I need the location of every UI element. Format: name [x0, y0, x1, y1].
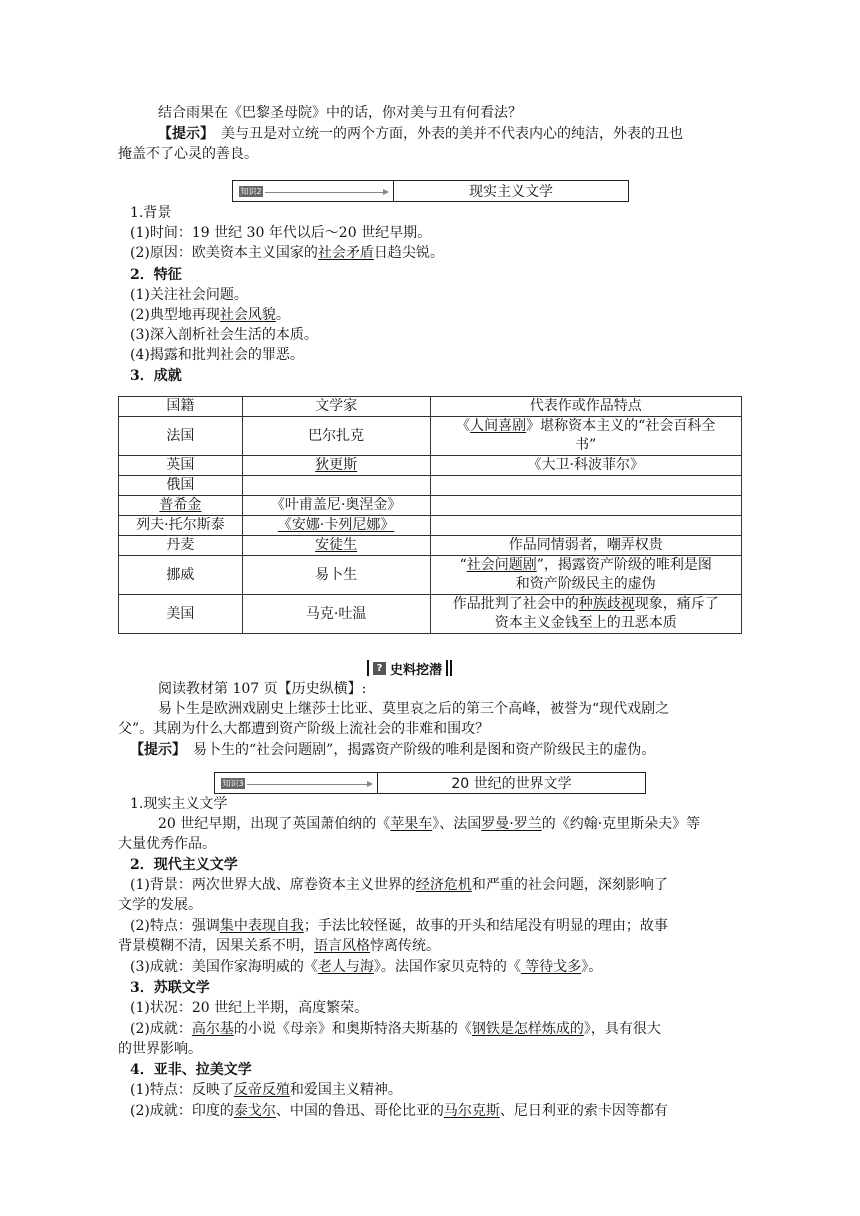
text-part: 作品批判了社会中的: [452, 596, 579, 612]
text-feature-2: [130, 305, 740, 325]
table-cell: [242, 456, 430, 476]
underlined-term: 集中表现自我: [219, 918, 304, 934]
text-part: 资本主义金钱至上的丑恶本质: [494, 615, 677, 631]
text-part: 。: [275, 307, 290, 323]
text-reason: [130, 243, 740, 263]
table-cell: [242, 476, 430, 496]
table-row: [119, 516, 742, 536]
table-cell: 易卜生: [242, 556, 430, 595]
table-cell: 法国: [119, 417, 243, 456]
underlined-term: 语言风格: [314, 938, 370, 954]
text-part: 和资产阶级民主的虚伪: [515, 576, 656, 592]
table-cell: [430, 476, 742, 496]
table-row: [119, 556, 742, 595]
text-modernism-features-cont: [118, 936, 740, 956]
table-cell: [242, 516, 430, 536]
underlined-term: 狄更斯: [315, 457, 358, 473]
reading-text-cont: 父”。其剧为什么大都遭到资产阶级上流社会的非难和围攻？: [118, 721, 490, 737]
table-row: [119, 476, 742, 496]
text-modernism-bg-cont: 文学的发展。: [118, 897, 202, 913]
underlined-term: 经济危机: [415, 877, 472, 893]
table-row: [119, 456, 742, 476]
text-part: 日趋尖锐。: [373, 245, 444, 261]
text-part: 和爱国主义精神。: [289, 1082, 402, 1098]
table-header: 文学家: [242, 397, 430, 417]
underlined-term: 种族歧视: [578, 596, 635, 612]
table-row: [119, 595, 742, 634]
knowledge-tag: 知识2: [240, 187, 262, 196]
section-2-header: [232, 180, 629, 202]
text-part: (2)原因：欧美资本主义国家的: [130, 245, 318, 261]
bar-icon: [446, 660, 448, 676]
text-part: (2)典型地再现: [130, 307, 220, 323]
table-cell: 列夫·托尔斯泰: [119, 516, 243, 536]
underlined-term: 泰戈尔: [233, 1103, 276, 1119]
table-cell: [430, 417, 742, 456]
bar-icon: [450, 660, 452, 676]
text-realism-cont: 大量优秀作品。: [118, 836, 216, 852]
underlined-term: 社会风貌: [219, 307, 276, 323]
bar-icon: [367, 660, 369, 676]
history-mining-banner: [366, 658, 453, 678]
heading-modernism: 2．现代主义文学: [130, 857, 238, 873]
text-part: (3)成就：美国作家海明威的《: [130, 959, 318, 975]
tip-label: 【提示】: [158, 126, 207, 142]
text-part: 的小说《母亲》和奥斯特洛夫斯基的《: [233, 1021, 472, 1037]
table-row: [119, 417, 742, 456]
text-part: 、尼日利亚的索卡因等都有: [499, 1103, 668, 1119]
table-row: [119, 536, 742, 556]
text-soviet-works: [130, 1019, 740, 1039]
underlined-term: 反帝反殖: [233, 1082, 290, 1098]
text-part: ”，揭露资产阶级的唯利是图: [536, 557, 712, 573]
intro-tip-cont: 掩盖不了心灵的善良。: [118, 146, 258, 162]
intro-question: 结合雨果在《巴黎圣母院》中的话，你对美与丑有何看法？: [158, 105, 522, 121]
table-row: [119, 496, 742, 516]
table-cell: 丹麦: [119, 536, 243, 556]
reading-prompt: 阅读教材第 107 页【历史纵横】:: [158, 681, 367, 697]
text-feature-3: (3)深入剖析社会生活的本质。: [130, 327, 318, 343]
arrow-icon: [265, 192, 387, 193]
underlined-term: 安徒生: [315, 537, 358, 553]
intro-tip: [158, 124, 740, 144]
table-cell: 作品同情弱者，嘲弄权贵: [430, 536, 742, 556]
text-feature-1: (1)关注社会问题。: [130, 287, 248, 303]
text-modernism-bg: [130, 875, 740, 895]
text-realism: [158, 814, 740, 834]
text-part: 》堪称资本主义的“社会百科全: [526, 418, 716, 434]
text-part: (2)成就：印度的: [130, 1103, 234, 1119]
heading-realism: 1.现实主义文学: [130, 796, 228, 812]
table-cell: 《大卫·科波菲尔》: [430, 456, 742, 476]
text-part: 现象，痛斥了: [634, 596, 719, 612]
underlined-term: 苹果车: [390, 816, 433, 832]
text-part: 和严重的社会问题，深刻影响了: [471, 877, 668, 893]
text-modernism-features: [130, 916, 740, 936]
text-part: (1)特点：反映了: [130, 1082, 234, 1098]
table-cell: [430, 595, 742, 634]
table-cell: 挪威: [119, 556, 243, 595]
underlined-term: 等待戈多: [520, 959, 582, 975]
table-cell: 英国: [119, 456, 243, 476]
text-part: 《: [456, 418, 471, 434]
table-cell: 美国: [119, 595, 243, 634]
section-3-header: [214, 772, 646, 794]
table-header: 代表作或作品特点: [430, 397, 742, 417]
text-time: (1)时间：19 世纪 30 年代以后～20 世纪早期。: [130, 225, 432, 241]
underlined-term: 高尔基: [191, 1021, 234, 1037]
text-part: 》，具有很大: [583, 1021, 661, 1037]
underlined-term: 老人与海: [317, 959, 374, 975]
heading-background: 1.背景: [130, 205, 172, 221]
table-cell: [430, 516, 742, 536]
underlined-term: 社会问题剧: [466, 557, 537, 573]
heading-features: 2．特征: [130, 267, 182, 283]
text-part: 、中国的鲁迅、哥伦比亚的: [275, 1103, 444, 1119]
heading-asia-africa-latam: 4．亚非、拉美文学: [130, 1062, 252, 1078]
underlined-term: 罗曼·罗兰: [481, 816, 542, 832]
text-part: 的《约翰·克里斯朵夫》等: [541, 816, 701, 832]
text-part: 》。: [581, 959, 603, 975]
text-part: 书”: [575, 437, 597, 453]
tip-label: 【提示】: [130, 742, 179, 758]
underlined-term: 社会矛盾: [317, 245, 374, 261]
text-part: 悖离传统。: [370, 938, 440, 954]
text-feature-4: (4)揭露和批判社会的罪恶。: [130, 347, 304, 363]
question-icon: ?: [373, 662, 386, 675]
underlined-term: 钢铁是怎样炼成的: [471, 1021, 584, 1037]
table-cell: [430, 556, 742, 595]
text-part: 20 世纪早期，出现了英国萧伯纳的《: [158, 816, 391, 832]
underlined-term: 马尔克斯: [443, 1103, 500, 1119]
section-2-title: 现实主义文学: [469, 184, 553, 200]
table-cell: [119, 496, 243, 516]
table-cell: 《叶甫盖尼·奥涅金》: [242, 496, 430, 516]
tip-text: 易卜生的“社会问题剧”，揭露资产阶级的唯利是图和资产阶级民主的虚伪。: [193, 742, 656, 758]
table-cell: [242, 536, 430, 556]
section-3-title: 20 世纪的世界文学: [451, 776, 572, 792]
table-cell: 俄国: [119, 476, 243, 496]
reading-tip: [130, 740, 740, 760]
table-header: 国籍: [119, 397, 243, 417]
knowledge-tag: 知识3: [222, 779, 244, 788]
underlined-term: 人间喜剧: [470, 418, 527, 434]
text-part: (2)特点：强调: [130, 918, 220, 934]
underlined-term: 普希金: [159, 497, 202, 513]
text-part: 》。法国作家贝克特的《: [373, 959, 521, 975]
text-modernism-works: [130, 957, 740, 977]
achievements-table: [118, 396, 742, 634]
text-aal-works: [130, 1101, 740, 1121]
text-part: 背景模糊不清，因果关系不明，: [118, 938, 314, 954]
table-cell: [430, 496, 742, 516]
reading-text: 易卜生是欧洲戏剧史上继莎士比亚、莫里哀之后的第三个高峰，被誉为“现代戏剧之: [158, 701, 670, 717]
text-aal-features: [130, 1080, 740, 1100]
heading-achievements: 3．成就: [130, 368, 182, 384]
text-part: (2)成就：: [130, 1021, 192, 1037]
table-header-row: [119, 397, 742, 417]
tip-text: 美与丑是对立统一的两个方面，外表的美并不代表内心的纯洁，外表的丑也: [221, 126, 683, 142]
text-part: “: [459, 557, 467, 573]
table-cell: 马克·吐温: [242, 595, 430, 634]
text-part: (1)背景：两次世界大战、席卷资本主义世界的: [130, 877, 416, 893]
table-cell: 巴尔扎克: [242, 417, 430, 456]
heading-soviet: 3．苏联文学: [130, 980, 210, 996]
arrow-icon: [247, 784, 371, 785]
text-soviet-works-cont: 的世界影响。: [118, 1041, 202, 1057]
text-soviet-status: (1)状况：20 世纪上半期，高度繁荣。: [130, 1000, 369, 1016]
text-part: ；手法比较怪诞，故事的开头和结尾没有明显的理由；故事: [303, 918, 668, 934]
underlined-term: 《安娜·卡列尼娜》: [277, 517, 395, 533]
text-part: 》、法国: [432, 816, 482, 832]
banner-title: 史料挖潜: [390, 662, 443, 678]
